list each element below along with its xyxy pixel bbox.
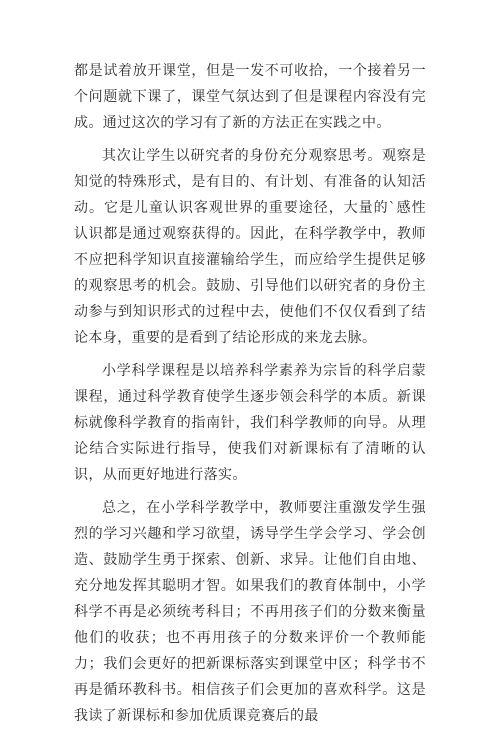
paragraph-1: 都是试着放开课堂，但是一发不可收拾，一个接着另一个问题就下课了，课堂气氛达到了但是课程内容没有完成。通过这次的学习有了新的方法正在实践之中。: [74, 63, 426, 131]
paragraph-4: 总之，在小学科学教学中，教师要注重激发学生强烈的学习兴趣和学习欲望，诱导学生学会学习、学会创造、鼓励学生勇于探索、创新、求异。让他们自由地、充分地发挥其聪明才智。如果我们的教育体制中，小学科学不再是必须统考科目；不再用孩子们的分数来衡量他们的收获；也不再用孩子的分数来评价一个教师能力；我们会更好的把新课标落实到课堂中区；科学书不再是循环教科书。相信孩子们会更加的喜欢科学。这是我读了新课标和参加优质课竞赛后的最: [74, 500, 426, 724]
paragraph-3: 小学科学课程是以培养科学素养为宗旨的科学启蒙课程，通过科学教育使学生逐步领会科学的本质。新课标就像科学教育的指南针，我们科学教师的向导。从理论结合实际进行指导，使我们对新课标有了清晰的认识，从而更好地进行落实。: [74, 363, 426, 483]
paragraph-2: 其次让学生以研究者的身份充分观察思考。观察是知觉的特殊形式，是有目的、有计划、有准备的认知活动。它是儿童认识客观世界的重要途径，大量的`感性认识都是通过观察获得的。因此，在科学教学中，教师不应把科学知识直接灌输给学生，而应给学生提供足够的观察思考的机会。鼓励、引导他们以研究者的身份主动参与到知识形式的过程中去，使他们不仅仅看到了结论本身，重要的是看到了结论形成的来龙去脉。: [74, 148, 426, 346]
document-body: [74, 58, 426, 729]
